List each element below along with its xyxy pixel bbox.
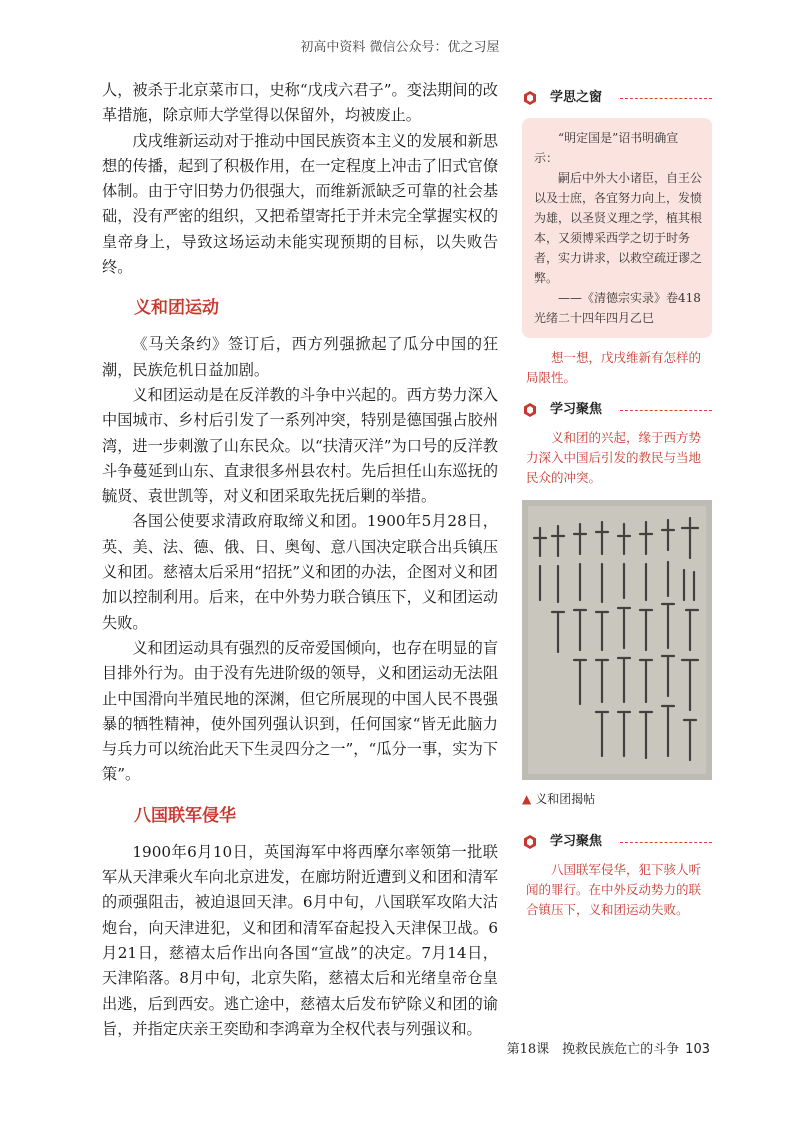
sidebar-thinking-window: [522, 88, 712, 388]
dashed-divider: [620, 410, 712, 411]
section-title-boxer-movement: 义和团运动: [134, 298, 219, 319]
quote-box: [522, 118, 712, 338]
paragraph: 戊戌维新运动对于推动中国民族资本主义的发展和新思想的传播，起到了积极作用，在一定程度上冲击了旧式官僚体制。由于守旧势力仍很强大，而维新派缺乏可靠的社会基础，没有严密的组织，又把希望寄托于并未完全掌握实权的皇帝身上，导致这场运动未能实现预期的目标，以失败告终。: [102, 131, 498, 277]
paragraph: 人，被杀于北京菜市口，史称“戊戌六君子”。变法期间的改革措施，除京师大学堂得以保留外，均被废止。: [102, 81, 498, 125]
page-number: 103: [685, 1042, 710, 1057]
quote-body: 嗣后中外大小诸臣，自王公以及士庶，各宜努力向上，发愤为雄，以圣贤义理之学，植其根本，又须博采西学之切于时务者，实力讲求，以救空疏迂谬之弊。: [534, 171, 703, 285]
sidebar-label: 学习聚焦: [550, 834, 603, 849]
focus-text: 八国联军侵华，犯下骇人听闻的罪行。在中外反动势力的联合镇压下，义和团运动失败。: [526, 862, 702, 917]
quote-intro: “明定国是”诏书明确宣示：: [534, 131, 679, 165]
sidebar-label: 学习聚焦: [550, 402, 603, 417]
sidebar-learning-focus: [522, 400, 712, 488]
sidebar-header: [522, 88, 712, 108]
sidebar-label: 学思之窗: [550, 90, 603, 105]
caption-text: 义和团揭帖: [535, 792, 596, 806]
section-title-eight-nation-alliance: 八国联军侵华: [134, 805, 236, 826]
triangle-marker-icon: ▲: [522, 792, 532, 806]
paragraph: 各国公使要求清政府取缔义和团。1900年5月28日，英、美、法、德、俄、日、奥匈、意八国决定联合出兵镇压义和团。慈禧太后采用“招抚”义和团的办法，企图对义和团加以控制利用。后来，在中外势力联合镇压下，义和团运动失败。: [102, 512, 498, 632]
hexagon-bullet-icon: [522, 834, 538, 850]
sidebar-header: [522, 400, 712, 420]
sidebar-learning-focus-2: [522, 832, 712, 920]
photo-caption: [522, 790, 595, 807]
paragraph: 1900年6月10日，英国海军中将西摩尔率领第一批联军从天津乘火车向北京进发，在廊坊附近遭到义和团和清军的顽强阻击，被迫退回天津。6月中旬，八国联军攻陷大沽炮台，向天津进犯，义和团和清军奋起投入天津保卫战。6月21日，慈禧太后作出向各国“宣战”的决定。7月14日，天津陷落。8月中旬，北京失陷，慈禧太后和光绪皇帝仓皇出逃，后到西安。逃亡途中，慈禧太后发布铲除义和团的谕旨，并指定庆亲王奕劻和李鸿章为全权代表与列强议和。: [102, 842, 498, 1038]
reflection-question: 想一想，戊戌维新有怎样的局限性。: [526, 350, 702, 385]
hexagon-bullet-icon: [522, 90, 538, 106]
dashed-divider: [620, 98, 712, 99]
paragraph: 义和团运动是在反洋教的斗争中兴起的。西方势力深入中国城市、乡村后引发了一系列冲突，特别是德国强占胶州湾，进一步刺激了山东民众。以“扶清灭洋”为口号的反洋教斗争蔓延到山东、直隶很多州县农村。先后担任山东巡抚的毓贤、袁世凯等，对义和团采取先抚后剿的举措。: [102, 385, 498, 506]
lesson-title: 第18课 挽救民族危亡的斗争: [506, 1042, 680, 1057]
paragraph: 《马关条约》签订后，西方列强掀起了瓜分中国的狂潮，民族危机日益加剧。: [102, 335, 498, 379]
hexagon-bullet-icon: [522, 402, 538, 418]
page-footer: [507, 1038, 710, 1057]
paragraph: 义和团运动具有强烈的反帝爱国倾向，也存在明显的盲目排外行为。由于没有先进阶级的领导，义和团运动无法阻止中国滑向半殖民地的深渊，但它所展现的中国人民不畏强暴的牺牲精神，使外国列强认识到，任何国家“皆无此脑力与兵力可以统治此天下生灵四分之一”，“瓜分一事，实为下策”。: [102, 638, 498, 784]
dashed-divider: [620, 842, 712, 843]
boxer-placard-photo: [522, 500, 712, 780]
sidebar-header: [522, 832, 712, 852]
focus-text: 义和团的兴起，缘于西方势力深入中国后引发的教民与当地民众的冲突。: [526, 430, 702, 485]
main-text-column: [102, 78, 498, 1042]
placard-image: [522, 500, 712, 780]
page-header: 初高中资料 微信公众号：优之习屋: [300, 40, 500, 55]
quote-source: ——《清德宗实录》卷418: [558, 291, 701, 305]
quote-date: 光绪二十四年四月乙巳: [534, 311, 655, 325]
